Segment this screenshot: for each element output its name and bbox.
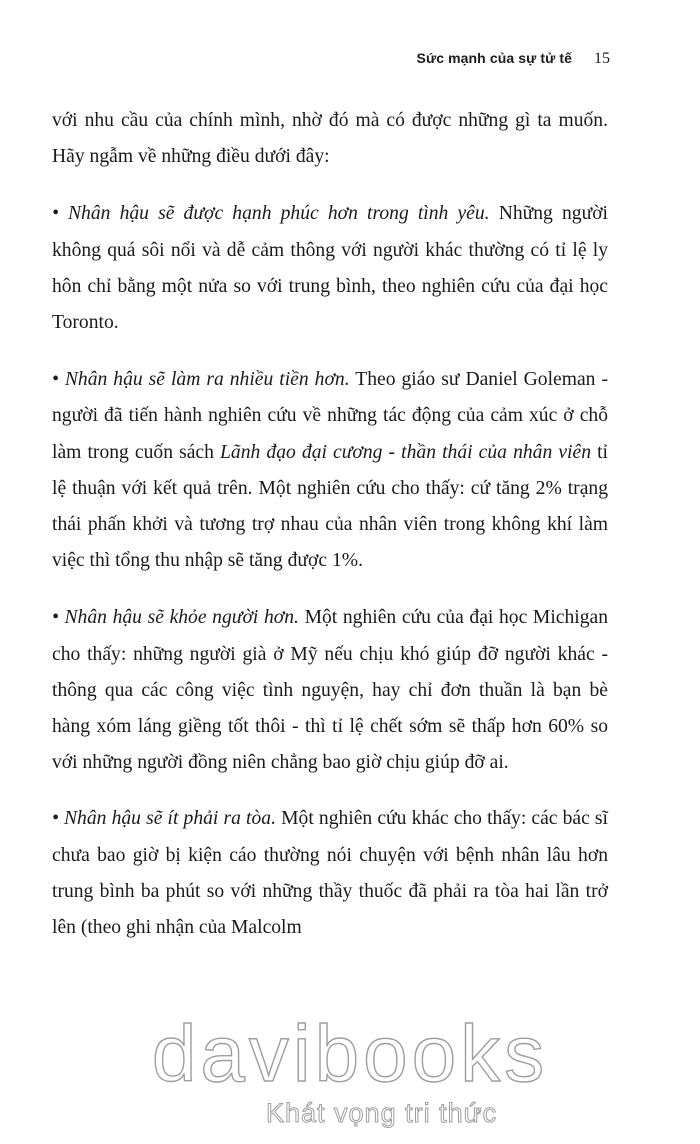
book-title: Lãnh đạo đại cương - thần thái của nhân viên: [220, 441, 591, 463]
watermark-tagline: Khát vọng tri thức: [266, 1098, 498, 1128]
lead-money: • Nhân hậu sẽ làm ra nhiều tiền hơn.: [52, 369, 350, 391]
paragraph-money: [52, 362, 608, 579]
paragraph-court: [52, 801, 608, 946]
lead-love: • Nhân hậu sẽ được hạnh phúc hơn trong tình yêu.: [52, 203, 490, 225]
lead-health: • Nhân hậu sẽ khỏe người hơn.: [52, 607, 299, 629]
paragraph-love: [52, 196, 608, 341]
text-court: Một nghiên cứu khác cho thấy: các bác sĩ chưa bao giờ bị kiện cáo thường nói chuyện với bệnh nhân lâu hơn trung bình ba phút so với những thầy thuốc đã phải ra tòa hai lần trở lên (theo ghi nhận của Malcolm: [52, 808, 608, 939]
running-head: [380, 50, 610, 68]
text-love: Những người không quá sôi nổi và dễ cảm thông với người khác thường có tỉ lệ ly hôn chỉ bằng một nửa so với trung bình, theo nghiên cứu của đại học Toronto.: [52, 203, 608, 334]
text-money-a: Theo giáo sư Daniel Goleman - người đã tiến hành nghiên cứu về những tác động của cảm xúc ở chỗ làm trong cuốn sách: [52, 369, 608, 463]
page-number: 15: [594, 50, 610, 67]
paragraph-health: [52, 600, 608, 781]
lead-court: • Nhân hậu sẽ ít phải ra tòa.: [52, 808, 276, 830]
body-text: [52, 103, 608, 946]
paragraph-intro: với nhu cầu của chính mình, nhờ đó mà có được những gì ta muốn. Hãy ngẫm về những điều dưới đây:: [52, 110, 608, 168]
text-health: Một nghiên cứu của đại học Michigan cho thấy: những người già ở Mỹ nếu chịu khó giúp đỡ người khác - thông qua các công việc tình nguyện, hay chỉ đơn thuần là bạn bè hàng xóm láng giềng tốt thôi - thì tỉ lệ chết sớm sẽ thấp hơn 60% so với những người đồng niên chẳng bao giờ chịu giúp đỡ ai.: [52, 607, 608, 774]
text-money-b: tỉ lệ thuận với kết quả trên. Một nghiên cứu cho thấy: cứ tăng 2% trạng thái phấn khởi và tương trợ nhau của nhân viên trong không khí làm việc thì tổng thu nhập sẽ tăng được 1%.: [52, 441, 608, 572]
chapter-title: Sức mạnh của sự tử tế: [416, 50, 572, 66]
watermark-logo: davibooks: [151, 1009, 549, 1098]
